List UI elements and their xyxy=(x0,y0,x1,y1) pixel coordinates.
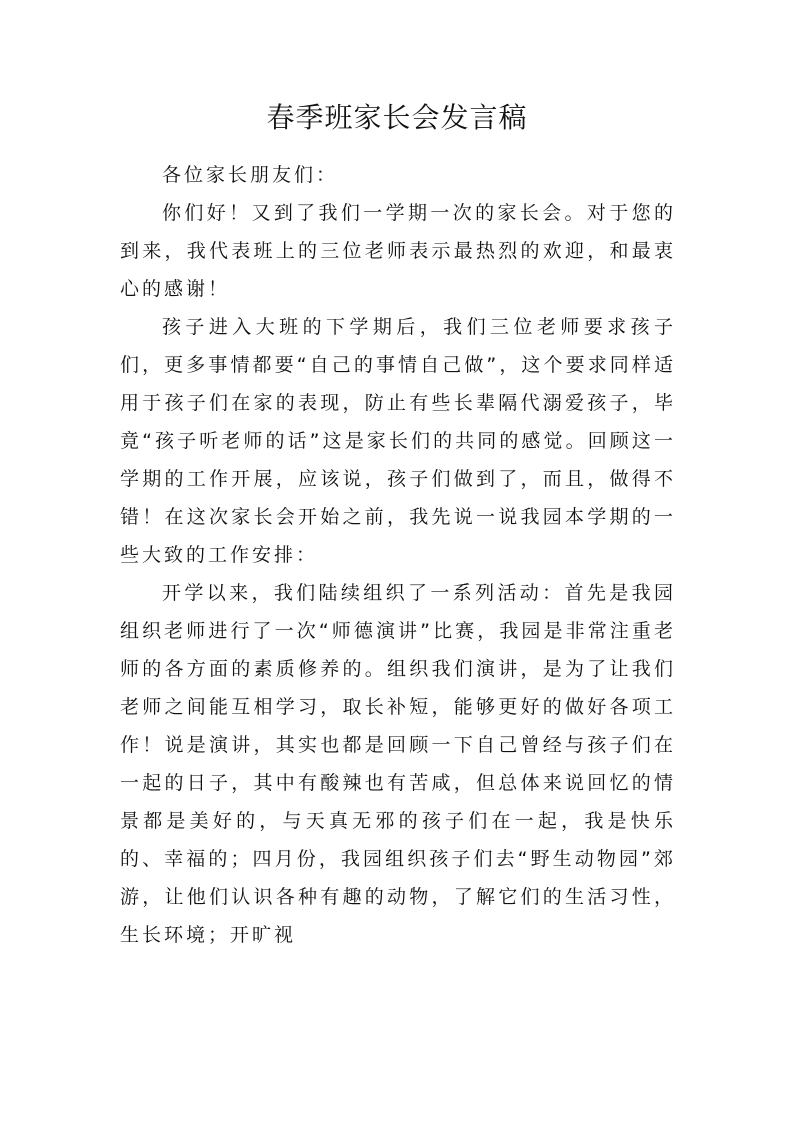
document-title: 春季班家长会发言稿 xyxy=(266,101,528,134)
paragraph-1: 你们好！又到了我们一学期一次的家长会。对于您的到来，我代表班上的三位老师表示最热烈的欢迎，和最衷心的感谢！ xyxy=(120,202,676,300)
document-body xyxy=(120,156,676,954)
paragraph-3: 开学以来，我们陆续组织了一系列活动：首先是我园组织老师进行了一次“师德演讲”比赛，我园是非常注重老师的各方面的素质修养的。组织我们演讲，是为了让我们老师之间能互相学习，取长补短，能够更好的做好各项工作！说是演讲，其实也都是回顾一下自己曾经与孩子们在一起的日子，其中有酸辣也有苦咸，但总体来说回忆的情景都是美好的，与天真无邪的孩子们在一起，我是快乐的、幸福的；四月份，我园组织孩子们去“野生动物园”郊游，让他们认识各种有趣的动物，了解它们的生活习性，生长环境；开旷视 xyxy=(120,582,676,946)
salutation: 各位家长朋友们： xyxy=(162,164,339,186)
paragraph-2: 孩子进入大班的下学期后，我们三位老师要求孩子们，更多事情都要“自己的事情自己做”，这个要求同样适用于孩子们在家的表现，防止有些长辈隔代溺爱孩子，毕竟“孩子听老师的话”这是家长们的共同的感觉。回顾这一学期的工作开展，应该说，孩子们做到了，而且，做得不错！在这次家长会开始之前，我先说一说我园本学期的一些大致的工作安排： xyxy=(120,316,676,566)
